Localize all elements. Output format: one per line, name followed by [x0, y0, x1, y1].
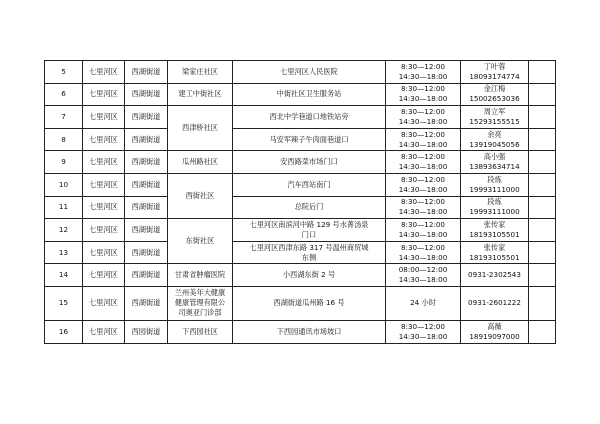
contact-cell [461, 128, 529, 151]
street-cell: 西湖街道 [125, 83, 168, 106]
site-cell: 小西湖东街 2 号 [233, 264, 386, 287]
hours-afternoon: 14:30—18:00 [398, 275, 448, 285]
district-cell: 七里河区 [83, 61, 125, 84]
contact-cell [461, 83, 529, 106]
table-row [45, 264, 556, 287]
table-row [45, 196, 556, 219]
test-sites-table [44, 60, 556, 344]
table-row [45, 320, 556, 343]
street-cell: 西园街道 [125, 320, 168, 343]
contact-phone: 13893634714 [469, 162, 520, 172]
row-number: 16 [45, 320, 83, 343]
contact-cell: 0931-2601222 [461, 286, 529, 320]
table-row [45, 83, 556, 106]
community-cell: 西津桥社区 [168, 106, 233, 151]
street-cell: 西湖街道 [125, 196, 168, 219]
row-number: 8 [45, 128, 83, 151]
street-cell: 西湖街道 [125, 61, 168, 84]
hours-cell [386, 151, 461, 174]
contact-name: 金江梅 [483, 84, 506, 94]
district-cell: 七里河区 [83, 241, 125, 264]
hours-cell [386, 241, 461, 264]
note-cell [529, 241, 556, 264]
contact-cell [461, 106, 529, 129]
table-row [45, 219, 556, 242]
table-row [45, 173, 556, 196]
contact-phone: 18193105501 [469, 229, 520, 239]
hours-cell [386, 196, 461, 219]
hours-cell [386, 83, 461, 106]
street-cell: 西湖街道 [125, 128, 168, 151]
hours-cell: 24 小时 [386, 286, 461, 320]
community-cell: 甘肃省肿瘤医院 [168, 264, 233, 287]
street-cell: 西湖街道 [125, 173, 168, 196]
street-cell: 西湖街道 [125, 219, 168, 242]
row-number: 10 [45, 173, 83, 196]
row-number: 7 [45, 106, 83, 129]
community-line: 兰州美年大健康 [174, 288, 226, 298]
row-number: 9 [45, 151, 83, 174]
row-number: 14 [45, 264, 83, 287]
hours-afternoon: 14:30—18:00 [398, 94, 448, 104]
hours-afternoon: 14:30—18:00 [398, 207, 448, 217]
street-cell: 西湖街道 [125, 264, 168, 287]
site-cell: 七里河区人民医院 [233, 61, 386, 84]
row-number: 15 [45, 286, 83, 320]
note-cell [529, 264, 556, 287]
community-cell: 下西园社区 [168, 320, 233, 343]
note-cell [529, 106, 556, 129]
hours-morning: 8:30—12:00 [400, 321, 446, 331]
row-number: 6 [45, 83, 83, 106]
community-line: 司奥亚门诊部 [178, 308, 222, 318]
note-cell [529, 61, 556, 84]
site-cell: 安西路菜市场门口 [233, 151, 386, 174]
district-cell: 七里河区 [83, 196, 125, 219]
contact-name: 段炼 [487, 174, 502, 184]
site-cell: 马安军辣子牛肉面巷道口 [233, 128, 386, 151]
contact-name: 丁叶蓉 [483, 61, 506, 71]
contact-name: 高薇 [487, 321, 502, 331]
note-cell [529, 151, 556, 174]
community-cell: 建工中街社区 [168, 83, 233, 106]
site-line: 七里河区南滨河中路 129 号水菁汤泉 [249, 219, 369, 229]
note-cell [529, 320, 556, 343]
district-cell: 七里河区 [83, 173, 125, 196]
hours-afternoon: 14:30—18:00 [398, 71, 448, 81]
contact-cell [461, 219, 529, 242]
note-cell [529, 286, 556, 320]
hours-morning: 8:30—12:00 [400, 152, 446, 162]
hours-morning: 8:30—12:00 [400, 219, 446, 229]
hours-afternoon: 14:30—18:00 [398, 184, 448, 194]
district-cell: 七里河区 [83, 151, 125, 174]
community-cell [168, 286, 233, 320]
site-cell [233, 241, 386, 264]
note-cell [529, 128, 556, 151]
community-cell: 梁家庄社区 [168, 61, 233, 84]
contact-name: 高小强 [483, 152, 506, 162]
community-line: 健康管理有限公 [174, 298, 226, 308]
table-row [45, 286, 556, 320]
row-number: 11 [45, 196, 83, 219]
hours-cell [386, 173, 461, 196]
street-cell: 西湖街道 [125, 106, 168, 129]
site-cell: 中街社区卫生服务站 [233, 83, 386, 106]
contact-phone: 18919097000 [469, 331, 520, 341]
site-line: 东侧 [301, 252, 317, 262]
district-cell: 七里河区 [83, 286, 125, 320]
community-cell: 东街社区 [168, 219, 233, 264]
hours-cell [386, 320, 461, 343]
hours-morning: 08:00—12:00 [398, 265, 448, 275]
street-cell: 西湖街道 [125, 151, 168, 174]
hours-morning: 8:30—12:00 [400, 84, 446, 94]
contact-cell [461, 151, 529, 174]
contact-cell: 0931-2302543 [461, 264, 529, 287]
row-number: 5 [45, 61, 83, 84]
contact-phone: 15002653036 [469, 94, 520, 104]
site-cell: 汽车西站南门 [233, 173, 386, 196]
hours-afternoon: 14:30—18:00 [398, 229, 448, 239]
table-row [45, 241, 556, 264]
district-cell: 七里河区 [83, 128, 125, 151]
hours-morning: 8:30—12:00 [400, 197, 446, 207]
community-cell: 瓜州路社区 [168, 151, 233, 174]
site-line: 门口 [301, 229, 317, 239]
community-cell: 西街社区 [168, 173, 233, 218]
contact-name: 周立军 [483, 106, 506, 116]
contact-cell [461, 196, 529, 219]
note-cell [529, 173, 556, 196]
site-cell: 西北中学巷道口地铁站旁 [233, 106, 386, 129]
hours-afternoon: 14:30—18:00 [398, 331, 448, 341]
hours-afternoon: 14:30—18:00 [398, 252, 448, 262]
row-number: 12 [45, 219, 83, 242]
contact-cell [461, 61, 529, 84]
contact-cell [461, 241, 529, 264]
hours-morning: 8:30—12:00 [400, 61, 446, 71]
district-cell: 七里河区 [83, 320, 125, 343]
hours-cell [386, 264, 461, 287]
hours-cell [386, 106, 461, 129]
district-cell: 七里河区 [83, 106, 125, 129]
district-cell: 七里河区 [83, 219, 125, 242]
hours-morning: 8:30—12:00 [400, 106, 446, 116]
contact-phone: 15293155515 [469, 116, 520, 126]
table-row [45, 151, 556, 174]
hours-afternoon: 14:30—18:00 [398, 116, 448, 126]
contact-cell [461, 173, 529, 196]
note-cell [529, 83, 556, 106]
note-cell [529, 219, 556, 242]
row-number: 13 [45, 241, 83, 264]
contact-phone: 13919045056 [469, 139, 520, 149]
street-cell: 西湖街道 [125, 286, 168, 320]
site-cell [233, 219, 386, 242]
contact-phone: 19993111000 [469, 184, 520, 194]
table-row [45, 128, 556, 151]
hours-cell [386, 128, 461, 151]
site-cell: 下西园通讯市场坡口 [233, 320, 386, 343]
contact-name: 余亮 [487, 129, 502, 139]
district-cell: 七里河区 [83, 83, 125, 106]
hours-morning: 8:30—12:00 [400, 129, 446, 139]
hours-morning: 8:30—12:00 [400, 242, 446, 252]
contact-name: 段炼 [487, 197, 502, 207]
contact-cell [461, 320, 529, 343]
contact-name: 张传家 [483, 219, 506, 229]
site-cell: 总院后门 [233, 196, 386, 219]
street-cell: 西湖街道 [125, 241, 168, 264]
table-row [45, 61, 556, 84]
hours-morning: 8:30—12:00 [400, 174, 446, 184]
hours-cell [386, 61, 461, 84]
site-cell: 西湖街道瓜州路 16 号 [233, 286, 386, 320]
contact-phone: 18193105501 [469, 252, 520, 262]
table-row [45, 106, 556, 129]
hours-cell [386, 219, 461, 242]
hours-afternoon: 14:30—18:00 [398, 162, 448, 172]
contact-phone: 18093174774 [469, 71, 520, 81]
note-cell [529, 196, 556, 219]
contact-phone: 19993111000 [469, 207, 520, 217]
contact-name: 张传家 [483, 242, 506, 252]
hours-afternoon: 14:30—18:00 [398, 139, 448, 149]
district-cell: 七里河区 [83, 264, 125, 287]
site-line: 七里河区西津东路 317 号温州商贸城 [249, 242, 369, 252]
